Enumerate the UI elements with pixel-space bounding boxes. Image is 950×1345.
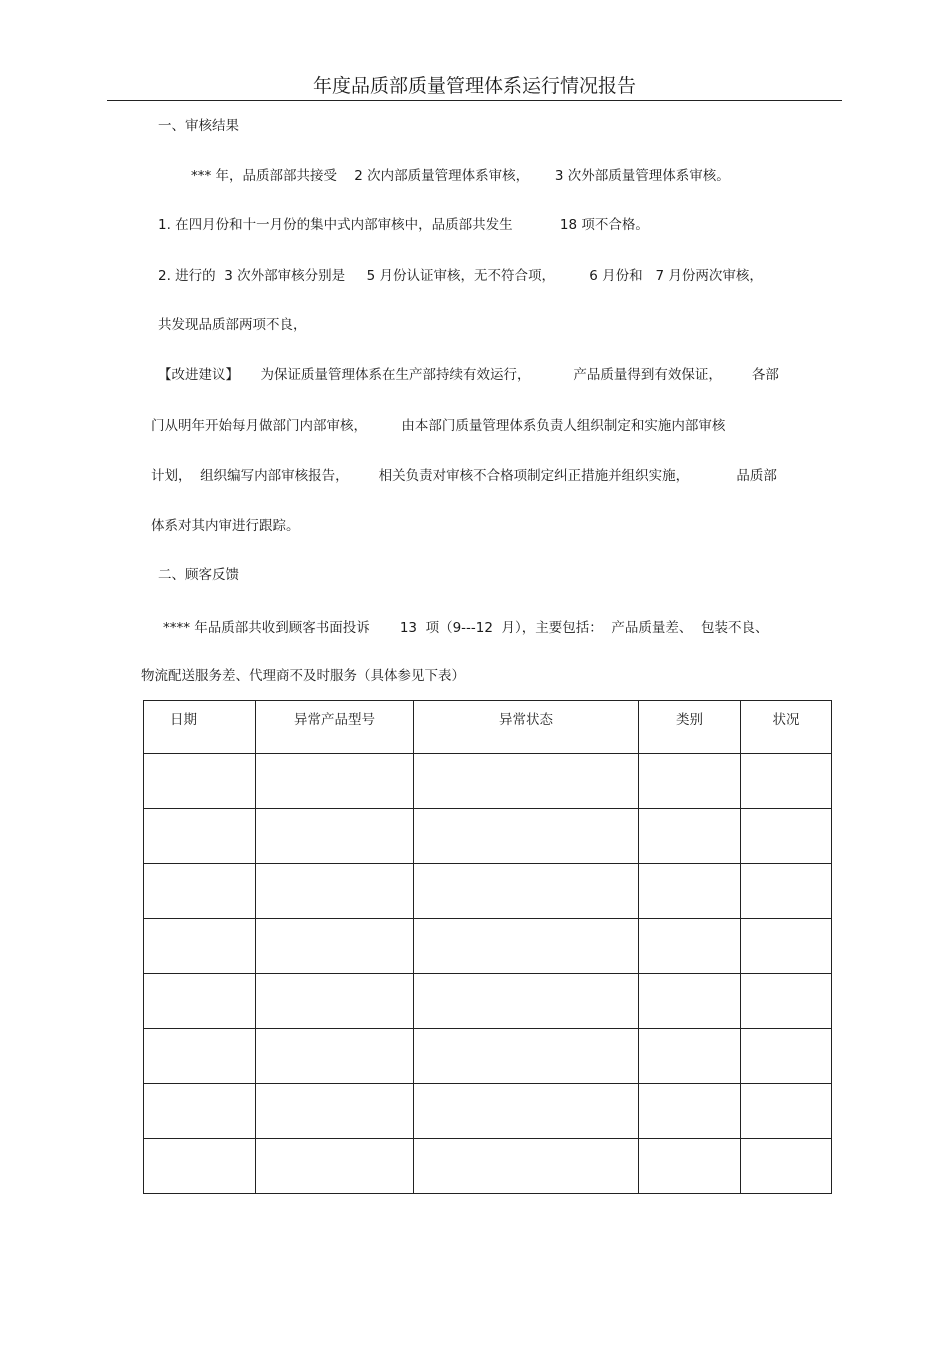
title-underline bbox=[107, 100, 842, 101]
table-cell bbox=[414, 1084, 639, 1139]
table-row bbox=[144, 1084, 832, 1139]
table-cell bbox=[741, 1139, 832, 1194]
table-row bbox=[144, 864, 832, 919]
section2-paragraph: **** 年品质部共收到顾客书面投诉 13 项（9---12 月），主要包括： 产品质量差、 包装不良、 bbox=[163, 620, 769, 636]
table-cell bbox=[639, 974, 741, 1029]
table-cell bbox=[639, 754, 741, 809]
table-cell bbox=[144, 809, 256, 864]
table-cell bbox=[639, 1029, 741, 1084]
table-cell bbox=[144, 919, 256, 974]
section1-item-2: 2. 进行的 3 次外部审核分别是 5 月份认证审核，无不符合项， 6 月份和 7 月份两次审核， bbox=[158, 268, 763, 284]
table-cell bbox=[414, 974, 639, 1029]
header-model: 异常产品型号 bbox=[256, 701, 414, 754]
table-cell bbox=[256, 1084, 414, 1139]
table-cell bbox=[741, 1084, 832, 1139]
table-cell bbox=[414, 919, 639, 974]
table-cell bbox=[741, 919, 832, 974]
table-cell bbox=[256, 1029, 414, 1084]
table-cell bbox=[144, 1084, 256, 1139]
table-cell bbox=[639, 864, 741, 919]
section2-heading: 二、顾客反馈 bbox=[158, 567, 239, 583]
suggestion-line-2: 门从明年开始每月做部门内部审核， 由本部门质量管理体系负责人组织制定和实施内部审核 bbox=[151, 418, 726, 434]
header-status: 异常状态 bbox=[414, 701, 639, 754]
suggestion-line-3: 计划， 组织编写内部审核报告， 相关负责对审核不合格项制定纠正措施并组织实施， 品质部 bbox=[151, 468, 777, 484]
table-header-row bbox=[144, 701, 832, 754]
table-cell bbox=[741, 974, 832, 1029]
table-cell bbox=[414, 809, 639, 864]
document-title: 年度品质部质量管理体系运行情况报告 bbox=[312, 75, 636, 97]
table-cell bbox=[256, 754, 414, 809]
header-condition: 状况 bbox=[741, 701, 832, 754]
feedback-table bbox=[143, 700, 832, 1194]
table-cell bbox=[639, 1139, 741, 1194]
table-cell bbox=[144, 1029, 256, 1084]
table-row bbox=[144, 809, 832, 864]
header-date: 日期 bbox=[144, 701, 256, 754]
suggestion-line-1: 【改进建议】 为保证质量管理体系在生产部持续有效运行， 产品质量得到有效保证， 各部 bbox=[158, 367, 779, 383]
table-cell bbox=[256, 974, 414, 1029]
table-cell bbox=[256, 1139, 414, 1194]
table-row bbox=[144, 919, 832, 974]
table-cell bbox=[256, 864, 414, 919]
table-cell bbox=[414, 754, 639, 809]
table-cell bbox=[741, 1029, 832, 1084]
section1-paragraph: *** 年，品质部部共接受 2 次内部质量管理体系审核， 3 次外部质量管理体系审核。 bbox=[191, 168, 730, 184]
table-cell bbox=[414, 1029, 639, 1084]
section1-item-2-continued: 共发现品质部两项不良， bbox=[158, 317, 307, 333]
table-cell bbox=[256, 809, 414, 864]
section1-item-1: 1. 在四月份和十一月份的集中式内部审核中，品质部共发生 18 项不合格。 bbox=[158, 217, 649, 233]
table-cell bbox=[639, 809, 741, 864]
suggestion-line-4: 体系对其内审进行跟踪。 bbox=[151, 518, 300, 534]
section2-paragraph-continued: 物流配送服务差、代理商不及时服务（具体参见下表） bbox=[141, 668, 465, 684]
section1-heading: 一、审核结果 bbox=[158, 118, 239, 134]
table-cell bbox=[741, 864, 832, 919]
table-row bbox=[144, 1029, 832, 1084]
table-cell bbox=[414, 1139, 639, 1194]
table-cell bbox=[639, 919, 741, 974]
table-cell bbox=[144, 754, 256, 809]
table-cell bbox=[256, 919, 414, 974]
table-row bbox=[144, 754, 832, 809]
header-category: 类别 bbox=[639, 701, 741, 754]
table-row bbox=[144, 974, 832, 1029]
table-cell bbox=[741, 809, 832, 864]
table-cell bbox=[639, 1084, 741, 1139]
table-cell bbox=[144, 1139, 256, 1194]
table-cell bbox=[144, 974, 256, 1029]
table-cell bbox=[144, 864, 256, 919]
table-cell bbox=[741, 754, 832, 809]
table-cell bbox=[414, 864, 639, 919]
table-row bbox=[144, 1139, 832, 1194]
